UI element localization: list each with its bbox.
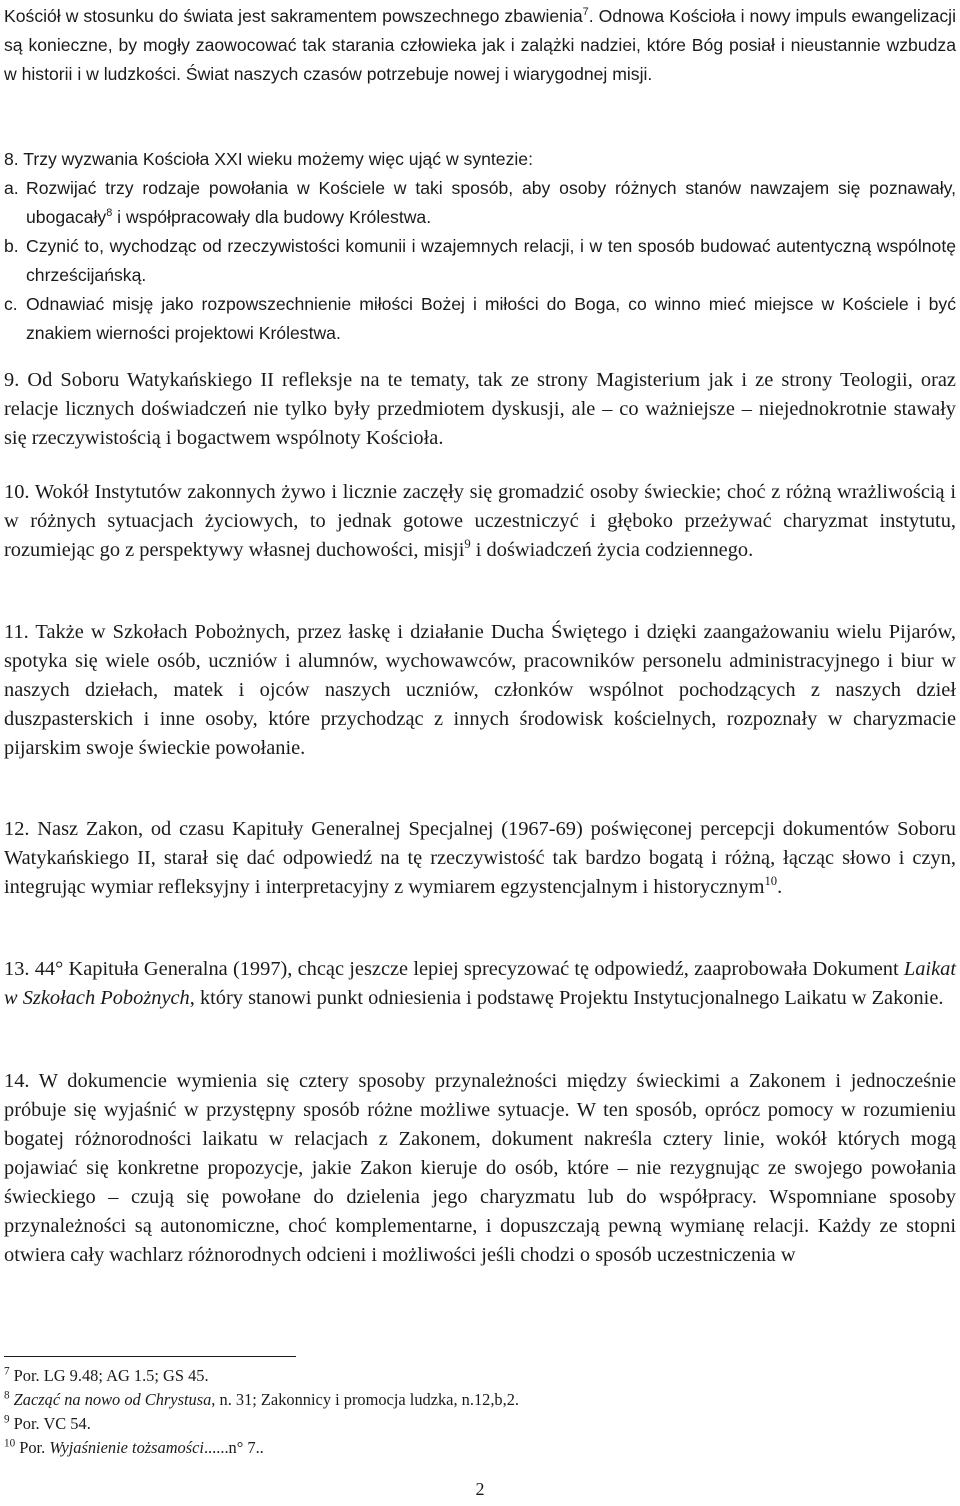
footnote-ref-8[interactable]: 8 [106, 207, 113, 220]
footnote-mark-10: 10 [4, 1437, 16, 1450]
list-label-c: c. [4, 294, 18, 314]
paragraph-12-text-start: 12. Nasz Zakon, od czasu Kapituły Generalnej Specjalnej (1967-69) poświęconej percepcji dokumentów Soboru Watykańskiego II, starał się dać odpowiedź na tę rzeczywistość tak bardzo bogatą i różną, łącząc słowo i czyn, integrując wymiar refleksyjny i interpretacyjny z wymiarem egzystencjalnym i historycznym [4, 818, 956, 898]
footnote-10 [4, 1436, 904, 1460]
footnote-9 [4, 1412, 904, 1436]
footnote-7 [4, 1364, 904, 1388]
paragraph-intro-text-end: . Odnowa Kościoła i nowy impuls ewangelizacji są konieczne, by mogły zaowocować tak starania człowieka jak i zalążki nadziei, które Bóg posiał i nieustannie wzbudza w historii i w ludzkości. Świat naszych czasów potrzebuje nowej i wiarygodnej misji. [4, 6, 956, 84]
paragraph-13-text-start: 13. 44° Kapituła Generalna (1997), chcąc jeszcze lepiej sprecyzować tę odpowiedź, zaaprobowała Dokument [4, 958, 904, 980]
paragraph-12 [4, 815, 956, 902]
list-text-a-start: Rozwijać trzy rodzaje powołania w Kościele w taki sposób, aby osoby różnych stanów nawzajem się poznawały, ubogacały [26, 178, 956, 227]
document-title-italic: Laikat w Szkołach Pobożnych [4, 958, 956, 1009]
list-item-c [4, 290, 956, 348]
paragraph-8 [4, 145, 956, 348]
footnotes [4, 1364, 904, 1460]
paragraph-9: 9. Od Soboru Watykańskiego II refleksje na te tematy, tak ze strony Magisterium jak i ze strony Teologii, oraz relacje licznych doświadczeń nie tylko były przedmiotem dyskusji, ale – co ważniejsze – niejednokrotnie stawały się rzeczywistością i bogactwem wspólnoty Kościoła. [4, 369, 956, 449]
footnote-ref-10[interactable]: 10 [764, 874, 778, 889]
paragraph-10 [4, 478, 956, 565]
footnote-8-italic: Zacząć na nowo od Chrystusa [9, 1390, 212, 1409]
paragraph-13 [4, 955, 956, 1013]
list-item-b [4, 232, 956, 290]
list-text-a [26, 174, 956, 232]
footnote-mark-9: 9 [4, 1413, 10, 1426]
list-text-b: Czynić to, wychodząc od rzeczywistości komunii i wzajemnych relacji, i w ten sposób budować autentyczną wspólnotę chrześcijańską. [26, 236, 956, 285]
footnote-ref-9[interactable]: 9 [464, 537, 471, 552]
paragraph-11: 11. Także w Szkołach Pobożnych, przez łaskę i działanie Ducha Świętego i dzięki zaangażowaniu wielu Pijarów, spotyka się wiele osób, uczniów i alumnów, wychowawców, pracowników personelu administracyjnego i biur w naszych dziełach, matek i ojców naszych uczniów, członków wspólnot pochodzących z naszych dzieł duszpasterskich i inne osoby, które przychodząc z innych środowisk kościelnych, rozpoznały w charyzmacie pijarskim swoje świeckie powołanie. [4, 621, 956, 759]
paragraph-10-text-start: 10. Wokół Instytutów zakonnych żywo i licznie zaczęły się gromadzić osoby świeckie; choć z różną wrażliwością i w różnych sytuacjach życiowych, to jednak gotowe uczestniczyć i głęboko przeżywać charyzmat instytutu, rozumiejąc go z perspektywy własnej duchowości, misji [4, 481, 956, 561]
paragraph-14: 14. W dokumencie wymienia się cztery sposoby przynależności między świeckimi a Zakonem i jednocześnie próbuje się wyjaśnić w przystępny sposób różne możliwe sytuacje. W ten sposób, oprócz pomocy w rozumieniu bogatej różnorodności laikatu w relacjach z Zakonem, dokument nakreśla cztery linie, wokół których mogą pojawiać się konkretne propozycje, jakie Zakon kieruje do osób, które – nie rezygnując ze swojego powołania świeckiego – czują się powołane do dzielenia jego charyzmatu lub do współpracy. Wspomniane sposoby przynależności są autonomiczne, choć komplementarne, i dopuszczają pewną wymianę relacji. Każdy ze stopni otwiera cały wachlarz różnorodnych odcieni i możliwości jeśli chodzi o sposób uczestniczenia w [4, 1070, 956, 1266]
footnote-mark-7: 7 [4, 1365, 10, 1378]
footnote-7-text: Por. LG 9.48; AG 1.5; GS 45. [9, 1366, 209, 1385]
footnote-mark-8: 8 [4, 1389, 10, 1402]
paragraph-8-lead: 8. Trzy wyzwania Kościoła XXI wieku możemy więc ująć w syntezie: [4, 149, 533, 169]
list-label-a: a. [4, 178, 19, 198]
footnote-ref-7[interactable]: 7 [582, 6, 589, 19]
paragraph-intro [4, 2, 956, 89]
list-text-c: Odnawiać misję jako rozpowszechnienie miłości Bożej i miłości do Boga, co winno mieć miejsce w Kościele i być znakiem wierności projektowi Królestwa. [26, 294, 956, 343]
footnote-8-text: , n. 31; Zakonnicy i promocja ludzka, n.12,b,2. [211, 1390, 520, 1409]
paragraph-12-text-end: . [777, 876, 783, 898]
footnote-10-italic: Wyjaśnienie tożsamości [49, 1438, 204, 1457]
list-item-a [4, 174, 956, 232]
footnote-10-prefix: Por. [15, 1438, 50, 1457]
footnote-9-text: Por. VC 54. [9, 1414, 91, 1433]
page-number: 2 [475, 1479, 485, 1499]
footnote-8 [4, 1388, 904, 1412]
footnote-10-text: ......n° 7.. [203, 1438, 264, 1457]
paragraph-13-text-end: , który stanowi punkt odniesienia i podstawę Projektu Instytucjonalnego Laikatu w Zakonie. [189, 987, 944, 1009]
list-text-a-end: i współpracowały dla budowy Królestwa. [112, 207, 432, 227]
list-label-b: b. [4, 236, 19, 256]
paragraph-10-text-end: i doświadczeń życia codziennego. [470, 539, 754, 561]
paragraph-intro-text-start: Kościół w stosunku do świata jest sakramentem powszechnego zbawienia [4, 6, 583, 26]
footnote-separator [4, 1356, 296, 1357]
